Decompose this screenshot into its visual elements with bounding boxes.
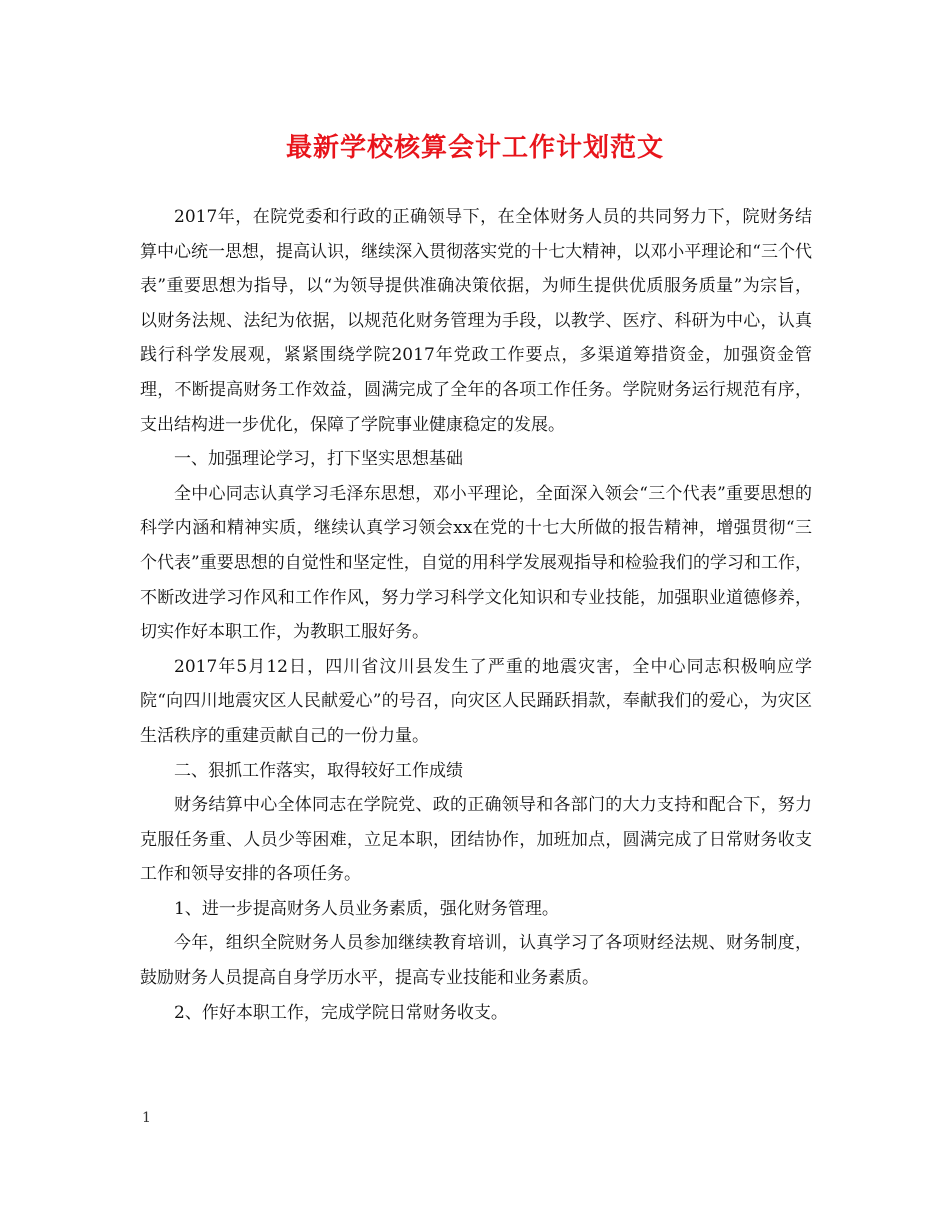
paragraph-training: 今年，组织全院财务人员参加继续教育培训，认真学习了各项财经法规、财务制度，鼓励财务人员提高自身学历水平，提高专业技能和业务素质。 <box>140 933 812 989</box>
subheading-1: 1、进一步提高财务人员业务素质，强化财务管理。 <box>174 898 559 919</box>
paragraph-intro: 2017年，在院党委和行政的正确领导下，在全体财务人员的共同努力下，院财务结算中心统一思想，提高认识，继续深入贯彻落实党的十七大精神，以邓小平理论和“三个代表”重要思想为指导，以“为领导提供准确决策依据，为师生提供优质服务质量”为宗旨，以财务法规、法纪为依据，以规范化财务管理为手段，以教学、医疗、科研为中心，认真践行科学发展观，紧紧围绕学院2017年党政工作要点，多渠道筹措资金，加强资金管理，不断提高财务工作效益，圆满完成了全年的各项工作任务。学院财务运行规范有序，支出结构进一步优化，保障了学院事业健康稳定的发展。 <box>140 207 812 435</box>
document-body <box>140 200 812 1030</box>
paragraph-earthquake-donation: 2017年5月12日，四川省汶川县发生了严重的地震灾害，全中心同志积极响应学院“向四川地震灾区人民献爱心”的号召，向灾区人民踊跃捐款，奉献我们的爱心，为灾区生活秩序的重建贡献自己的一份力量。 <box>140 656 812 746</box>
paragraph-work-results: 财务结算中心全体同志在学院党、政的正确领导和各部门的大力支持和配合下，努力克服任务重、人员少等困难，立足本职，团结协作，加班加点，圆满完成了日常财务收支工作和领导安排的各项任务。 <box>140 795 812 885</box>
subheading-2: 2、作好本职工作，完成学院日常财务收支。 <box>174 1002 508 1023</box>
document-title: 最新学校核算会计工作计划范文 <box>285 133 664 163</box>
paragraph-theory-study: 全中心同志认真学习毛泽东思想，邓小平理论，全面深入领会“三个代表”重要思想的科学内涵和精神实质，继续认真学习领会xx在党的十七大所做的报告精神，增强贯彻“三个代表”重要思想的自觉性和坚定性，自觉的用科学发展观指导和检验我们的学习和工作，不断改进学习作风和工作作风，努力学习科学文化知识和专业技能，加强职业道德修养，切实作好本职工作，为教职工服好务。 <box>140 483 812 643</box>
section-heading-2: 二、狠抓工作落实，取得较好工作成绩 <box>174 760 463 781</box>
page-number: 1 <box>142 1110 151 1126</box>
section-heading-1: 一、加强理论学习，打下坚实思想基础 <box>174 449 463 470</box>
